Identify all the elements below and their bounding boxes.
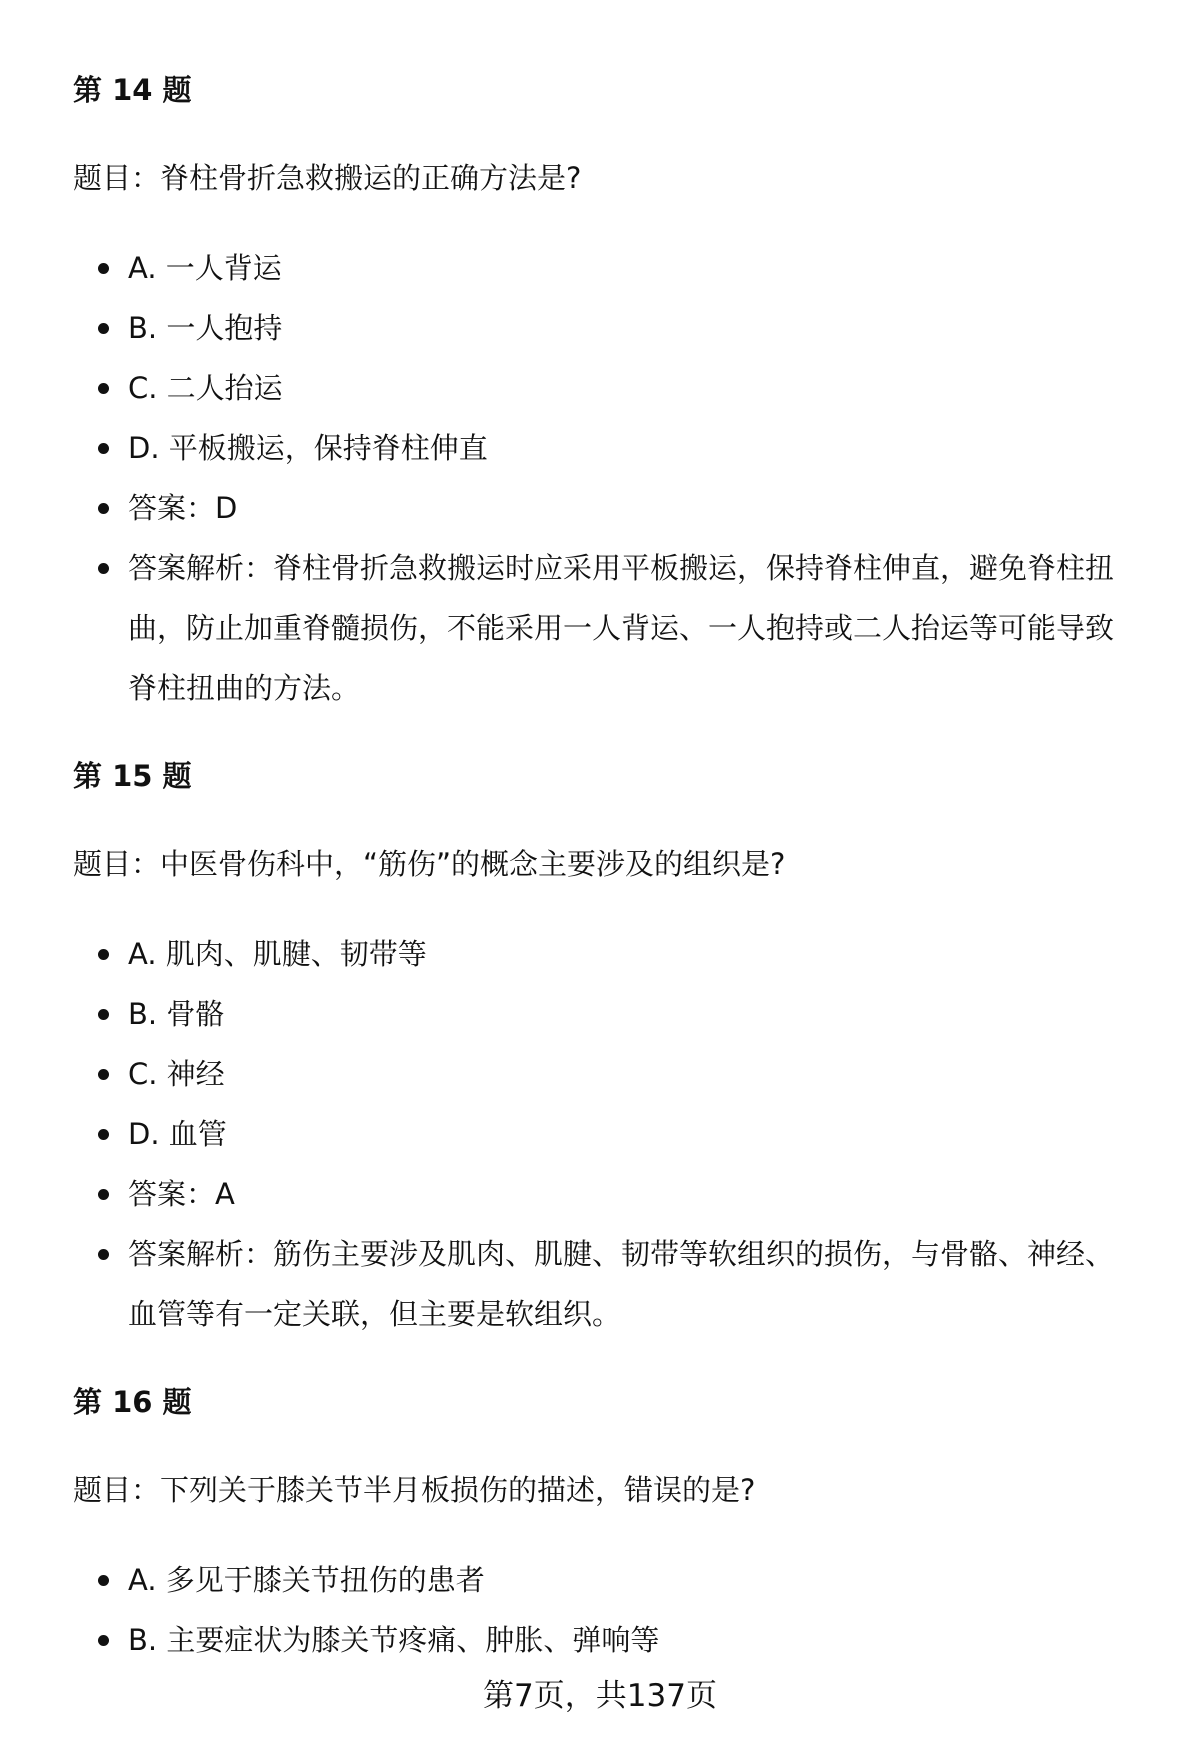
option-label: A. 一人背运	[128, 251, 282, 285]
bullet-icon	[98, 1249, 109, 1260]
bullet-icon	[98, 949, 109, 960]
bullet-icon	[98, 443, 109, 454]
question-text: 题目：中医骨伤科中，“筋伤”的概念主要涉及的组织是?	[73, 847, 786, 881]
answer-item	[0, 478, 1200, 538]
option-label: A. 肌肉、肌腱、韧带等	[128, 937, 427, 971]
bullet-icon	[98, 263, 109, 274]
option-item	[0, 298, 1200, 358]
option-item	[0, 358, 1200, 418]
option-label: D. 平板搬运，保持脊柱伸直	[128, 431, 488, 465]
option-label: A. 多见于膝关节扭伤的患者	[128, 1563, 485, 1597]
question-heading: 第 14 题	[73, 73, 192, 107]
bullet-icon	[98, 1129, 109, 1140]
page-footer: 第7页，共137页	[483, 1678, 717, 1714]
option-item	[0, 984, 1200, 1044]
option-item	[0, 1610, 1200, 1670]
option-label: B. 一人抱持	[128, 311, 283, 345]
question-text: 题目：下列关于膝关节半月板损伤的描述，错误的是?	[73, 1473, 756, 1507]
bullet-icon	[98, 383, 109, 394]
bullet-icon	[98, 563, 109, 574]
answer-label: 答案：D	[128, 491, 238, 525]
option-label: C. 神经	[128, 1057, 225, 1091]
option-item	[0, 1550, 1200, 1610]
bullet-icon	[98, 1069, 109, 1080]
explanation-text: 答案解析：筋伤主要涉及肌肉、肌腱、韧带等软组织的损伤，与骨骼、神经、血管等有一定关联，但主要是软组织。	[128, 1237, 1115, 1331]
bullet-icon	[98, 1635, 109, 1646]
question-heading: 第 16 题	[73, 1385, 192, 1419]
bullet-icon	[98, 1189, 109, 1200]
bullet-icon	[98, 503, 109, 514]
option-label: B. 骨骼	[128, 997, 225, 1031]
option-list	[0, 924, 1200, 1344]
option-label: D. 血管	[128, 1117, 227, 1151]
explanation-text: 答案解析：脊柱骨折急救搬运时应采用平板搬运，保持脊柱伸直，避免脊柱扭曲，防止加重脊髓损伤，不能采用一人背运、一人抱持或二人抬运等可能导致脊柱扭曲的方法。	[128, 551, 1115, 705]
bullet-icon	[98, 1575, 109, 1586]
option-item	[0, 1044, 1200, 1104]
bullet-icon	[98, 323, 109, 334]
option-item	[0, 418, 1200, 478]
answer-item	[0, 1164, 1200, 1224]
answer-label: 答案：A	[128, 1177, 235, 1211]
explanation-item	[0, 1224, 1200, 1344]
option-list	[0, 1550, 1200, 1670]
option-label: B. 主要症状为膝关节疼痛、肿胀、弹响等	[128, 1623, 660, 1657]
explanation-item	[0, 538, 1200, 718]
option-list	[0, 238, 1200, 718]
option-item	[0, 1104, 1200, 1164]
option-item	[0, 238, 1200, 298]
question-heading: 第 15 题	[73, 759, 192, 793]
option-item	[0, 924, 1200, 984]
bullet-icon	[98, 1009, 109, 1020]
question-text: 题目：脊柱骨折急救搬运的正确方法是?	[73, 161, 582, 195]
option-label: C. 二人抬运	[128, 371, 283, 405]
